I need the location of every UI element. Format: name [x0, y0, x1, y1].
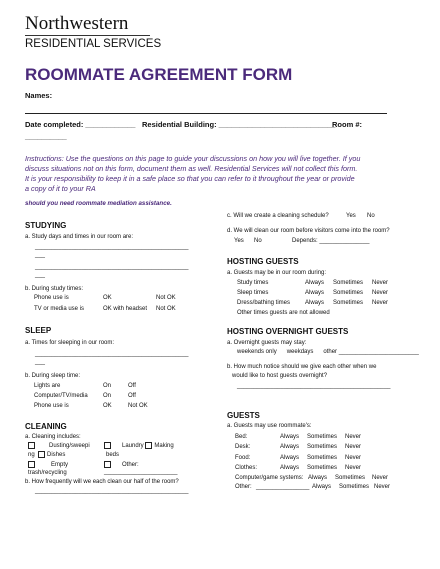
sleep-question-a: a. Times for sleeping in our room:	[25, 340, 115, 346]
guests-clothes-never[interactable]: Never	[345, 465, 362, 471]
cleaning-option-dishes[interactable]	[38, 451, 65, 459]
checkbox-icon	[145, 442, 152, 449]
form-title: ROOMMATE AGREEMENT FORM	[25, 65, 293, 84]
hosting-dress-label: Dress/bathing times	[237, 300, 291, 306]
hosting-dress-sometimes[interactable]: Sometimes	[333, 300, 364, 306]
studying-heading: STUDYING	[25, 221, 67, 230]
hosting-study-always[interactable]: Always	[305, 280, 325, 286]
sleep-media-on[interactable]: On	[103, 393, 112, 399]
guests-desk-label: Desk:	[235, 444, 251, 450]
overnight-question-a: a. Overnight guests may stay:	[227, 340, 307, 346]
sleep-lights-off[interactable]: Off	[128, 383, 136, 389]
sleep-media-off[interactable]: Off	[128, 393, 136, 399]
guests-computer-sometimes[interactable]: Sometimes	[335, 475, 366, 481]
guests-desk-sometimes[interactable]: Sometimes	[307, 444, 338, 450]
guests-food-sometimes[interactable]: Sometimes	[307, 455, 338, 461]
guests-bed-sometimes[interactable]: Sometimes	[307, 434, 338, 440]
instructions-line-2: discuss situations not on this form, document them as well. Residential Services will not collect this form.	[25, 164, 358, 173]
schedule-question: c. Will we create a cleaning schedule?	[227, 213, 329, 219]
studying-blank-2b[interactable]: ___	[35, 272, 46, 278]
overnight-options[interactable]: weekends only weekdays other ________________________	[237, 349, 419, 355]
guests-computer-always[interactable]: Always	[308, 475, 328, 481]
studying-question-a: a. Study days and times in our room are:	[25, 234, 134, 240]
study-tv-label: TV or media use is	[34, 306, 85, 312]
cleaning-option-trash-cont: trash/recycling	[28, 470, 67, 476]
hosting-sleep-sometimes[interactable]: Sometimes	[333, 290, 364, 296]
guests-desk-never[interactable]: Never	[345, 444, 362, 450]
cleaning-option-making-label: Making	[154, 443, 174, 450]
instructions-line-1: Instructions: Use the questions on this page to guide your discussions on how you will live together. If you	[25, 154, 361, 163]
hosting-study-sometimes[interactable]: Sometimes	[333, 280, 364, 286]
cleaning-question-b: b. How frequently will we each clean our half of the room?	[25, 479, 179, 485]
guests-bed-never[interactable]: Never	[345, 434, 362, 440]
hosting-sleep-label: Sleep times	[237, 290, 269, 296]
studying-blank-1b[interactable]: ___	[35, 252, 46, 258]
guests-desk-always[interactable]: Always	[280, 444, 300, 450]
date-completed-label: Date completed: ____________	[25, 120, 136, 129]
cleaning-other-blank[interactable]: ______________________	[104, 469, 178, 475]
sleep-phone-notok[interactable]: Not OK	[128, 403, 148, 409]
instructions-line-4: a copy of it to your RA	[25, 184, 96, 193]
cleaning-option-laundry-label: Laundry	[122, 443, 144, 450]
guests-clothes-label: Clothes:	[235, 465, 258, 471]
sleep-lights-on[interactable]: On	[103, 383, 112, 389]
guests-computer-never[interactable]: Never	[372, 475, 389, 481]
cleaning-option-trash-label: Empty	[51, 462, 69, 469]
sleep-blank-1b[interactable]: ___	[35, 359, 46, 365]
instructions-line-3: It is your responsibility to keep it in a safe place so that you can refer to it throughout the year or provide	[25, 174, 355, 183]
study-phone-label: Phone use is	[34, 295, 69, 301]
hosting-sleep-always[interactable]: Always	[305, 290, 325, 296]
guests-bed-label: Bed:	[235, 434, 248, 440]
guests-other-label: Other:	[235, 484, 252, 490]
names-label: Names:	[25, 91, 53, 100]
hosting-sleep-never[interactable]: Never	[372, 290, 389, 296]
guests-clothes-always[interactable]: Always	[280, 465, 300, 471]
guests-other-never[interactable]: Never	[374, 484, 391, 490]
checkbox-icon	[28, 461, 35, 468]
sleep-question-b: b. During sleep time:	[25, 373, 81, 379]
cleaning-option-trash[interactable]	[28, 461, 68, 469]
guests-heading: GUESTS	[227, 411, 260, 420]
hosting-study-never[interactable]: Never	[372, 280, 389, 286]
guests-clothes-sometimes[interactable]: Sometimes	[307, 465, 338, 471]
sleep-media-label: Computer/TV/media	[34, 393, 88, 399]
hosting-guests-heading: HOSTING GUESTS	[227, 257, 299, 266]
cleaning-option-dishes-label: Dishes	[47, 452, 66, 459]
guests-other-always[interactable]: Always	[312, 484, 332, 490]
cleaning-option-dusting-label: Dusting/sweepi	[49, 443, 90, 450]
sleep-blank-1[interactable]: ______________________________________________	[35, 351, 189, 357]
hosting-dress-never[interactable]: Never	[372, 300, 389, 306]
brand-name: Northwestern	[25, 13, 129, 34]
checkbox-icon	[104, 461, 111, 468]
sleep-phone-label: Phone use is	[34, 403, 69, 409]
studying-blank-1[interactable]: ______________________________________________	[35, 244, 189, 250]
study-tv-headset[interactable]: OK with headset	[103, 306, 148, 312]
cleaning-question-a: a. Cleaning includes:	[25, 434, 81, 440]
schedule-no[interactable]: No	[367, 213, 375, 219]
checkbox-icon	[28, 442, 35, 449]
cleaning-option-dusting[interactable]	[28, 442, 90, 450]
cleaning-option-other-label: Other:	[122, 462, 139, 469]
sleep-heading: SLEEP	[25, 326, 52, 335]
overnight-notice-blank[interactable]: ______________________________________________	[237, 383, 391, 389]
sleep-phone-ok[interactable]: OK	[103, 403, 112, 409]
checkbox-icon	[104, 442, 111, 449]
room-blank[interactable]: __________	[25, 132, 67, 141]
brand-divider	[25, 35, 150, 36]
guests-other-blank[interactable]: ________________	[256, 484, 310, 490]
visitors-yes[interactable]: Yes	[234, 238, 244, 244]
visitors-depends[interactable]: Depends: _______________	[292, 238, 370, 244]
study-phone-notok[interactable]: Not OK	[156, 295, 176, 301]
study-phone-ok[interactable]: OK	[103, 295, 112, 301]
building-label: Residential Building: ____________________________	[142, 120, 336, 129]
guests-computer-label: Computer/game systems:	[235, 475, 304, 481]
brand-subtitle: RESIDENTIAL SERVICES	[25, 38, 162, 50]
cleaning-option-dusting-cont: ng	[28, 452, 35, 458]
room-label: Room #:	[332, 120, 362, 129]
cleaning-option-laundry[interactable]	[104, 442, 174, 450]
studying-blank-2[interactable]: ______________________________________________	[35, 264, 189, 270]
cleaning-option-beds-cont: beds	[106, 452, 120, 458]
overnight-question-b-cont: would like to host guests overnight?	[232, 373, 328, 379]
sleep-lights-label: Lights are	[34, 383, 61, 389]
mediation-note: should you need roommate mediation assistance.	[25, 200, 172, 207]
schedule-yes[interactable]: Yes	[346, 213, 356, 219]
guests-question-a: a. Guests may use roommate's:	[227, 423, 312, 429]
guests-food-always[interactable]: Always	[280, 455, 300, 461]
hosting-dress-always[interactable]: Always	[305, 300, 325, 306]
guests-food-label: Food:	[235, 455, 251, 461]
visitors-no[interactable]: No	[254, 238, 262, 244]
overnight-question-b: b. How much notice should we give each other when we	[227, 364, 377, 370]
studying-question-b: b. During study times:	[25, 286, 84, 292]
hosting-question-a: a. Guests may be in our room during:	[227, 270, 327, 276]
hosting-study-label: Study times	[237, 280, 269, 286]
guests-bed-always[interactable]: Always	[280, 434, 300, 440]
checkbox-icon	[38, 451, 45, 458]
names-line[interactable]	[25, 113, 387, 114]
study-tv-notok[interactable]: Not OK	[156, 306, 176, 312]
overnight-heading: HOSTING OVERNIGHT GUESTS	[227, 327, 349, 336]
cleaning-frequency-blank[interactable]: ______________________________________________	[35, 488, 189, 494]
hosting-other-times: Other times guests are not allowed	[237, 310, 330, 316]
guests-food-never[interactable]: Never	[345, 455, 362, 461]
guests-other-sometimes[interactable]: Sometimes	[339, 484, 370, 490]
visitors-question: d. We will clean our room before visitors come into the room?	[227, 228, 390, 234]
cleaning-heading: CLEANING	[25, 422, 67, 431]
